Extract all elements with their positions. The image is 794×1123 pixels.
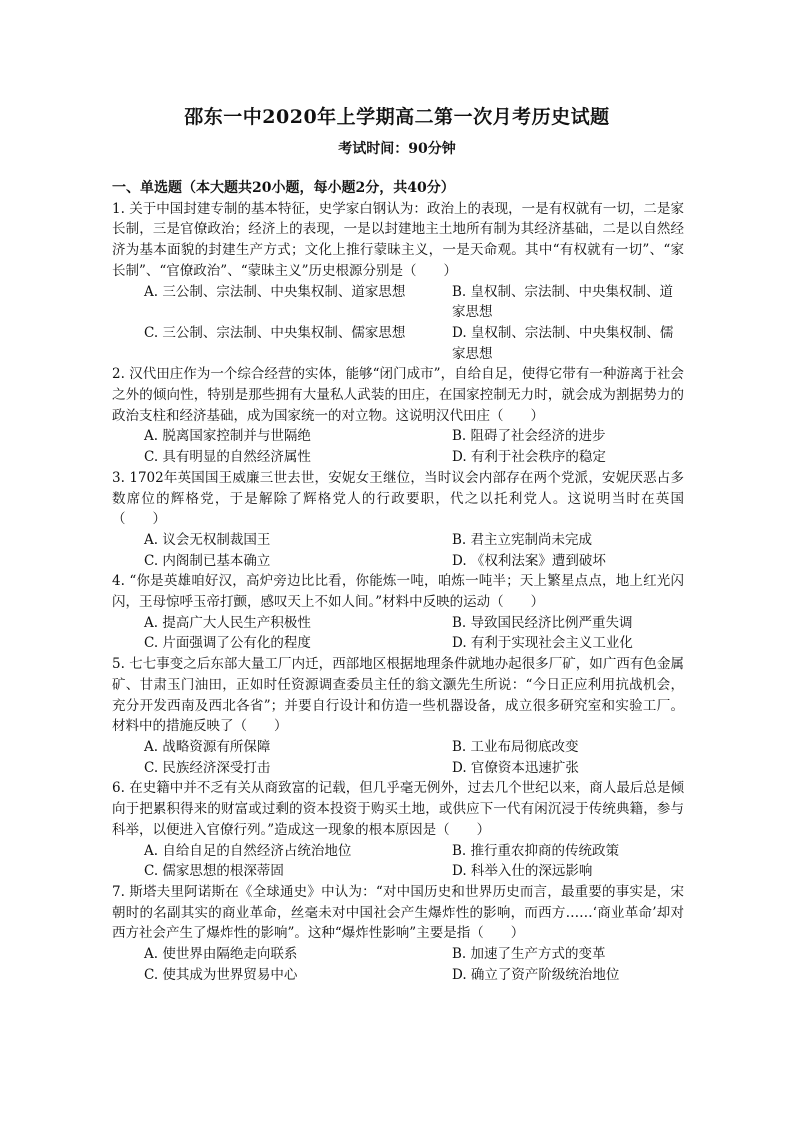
option-a[interactable]: A. 议会无权制裁国王 [144,531,271,548]
option-a[interactable]: A. 提高广大人民生产积极性 [144,614,311,631]
option-a[interactable]: A. 脱离国家控制并与世隔绝 [144,428,311,445]
option-list [112,613,684,654]
question-3 [112,468,684,572]
option-list [112,530,684,571]
option-list [112,282,684,365]
option-a[interactable]: A. 三公制、宗法制、中央集权制、道家思想 [144,283,406,300]
question-4 [112,571,684,654]
option-b[interactable]: B. 工业布局彻底改变 [452,738,579,755]
option-list [112,841,684,882]
option-d[interactable]: D. 官僚资本迅速扩张 [452,759,579,776]
question-stem: 1. 关于中国封建专制的基本特征，史学家白钢认为：政治上的表现，一是有权就有一切，二是家长制，三是官僚政治；经济上的表现，一是以封建地主土地所有制为其经济基础，二是以自然经济为基本面貌的封建生产方式；文化上推行蒙昧主义，一是天命观。其中“有权就有一切”、“家长制”、“官僚政治”、“蒙昧主义”历史根源分别是（ ） [112,200,684,279]
option-list [112,426,684,467]
question-stem: 3. 1702年英国国王威廉三世去世，安妮女王继位，当时议会内部存在两个党派，安妮厌恶占多数席位的辉格党，于是解除了辉格党人的行政要职，代之以托利党人。这说明当时在英国（ ） [112,469,684,528]
option-c[interactable]: C. 三公制、宗法制、中央集权制、儒家思想 [144,324,406,341]
option-b[interactable]: B. 加速了生产方式的变革 [452,946,606,963]
question-1 [112,199,684,365]
question-7 [112,882,684,986]
option-b[interactable]: B. 导致国民经济比例严重失调 [452,614,633,631]
option-c[interactable]: C. 片面强调了公有化的程度 [144,635,311,652]
option-d[interactable]: D. 科举入仕的深远影响 [452,863,593,880]
question-stem: 7. 斯塔夫里阿诺斯在《全球通史》中认为：“对中国历史和世界历史而言，最重要的事实是，宋朝时的名副其实的商业革命，丝毫未对中国社会产生爆炸性的影响，而西方……‘商业革命’却对西方社会产生了爆炸性的影响”。这种“爆炸性影响”主要是指（ ） [112,883,684,942]
option-c[interactable]: C. 儒家思想的根深蒂固 [144,863,284,880]
exam-title: 邵东一中2020年上学期高二第一次月考历史试题 [184,106,610,128]
option-d[interactable]: D. 皇权制、宗法制、中央集权制、儒家思想 [452,324,674,362]
option-c[interactable]: C. 民族经济深受打击 [144,759,271,776]
question-6 [112,778,684,882]
exam-content [112,178,684,985]
question-stem: 2. 汉代田庄作为一个综合经营的实体，能够“闭门成市”，自给自足，使得它带有一种游离于社会之外的倾向性，特别是那些拥有大量私人武装的田庄，在国家控制无力时，就会成为割据势力的政治支柱和经济基础，成为国家统一的对立物。这说明汉代田庄（ ） [112,366,684,424]
section-heading: 一、单选题（本大题共20小题，每小题2分，共40分） [112,180,455,196]
option-a[interactable]: A. 使世界由隔绝走向联系 [144,946,298,963]
option-b[interactable]: B. 推行重农抑商的传统政策 [452,842,620,859]
option-a[interactable]: A. 自给自足的自然经济占统治地位 [144,842,352,859]
question-5 [112,654,684,778]
option-c[interactable]: C. 内阁制已基本确立 [144,552,271,569]
question-2 [112,364,684,468]
option-b[interactable]: B. 阻碍了社会经济的进步 [452,428,606,445]
option-list [112,944,684,985]
question-stem: 6. 在史籍中并不乏有关从商致富的记载，但几乎毫无例外，过去几个世纪以来，商人最后总是倾向于把累积得来的财富或过剩的资本投资于购买土地，或供应下一代有闲沉浸于传统典籍，参与科举，以便进入官僚行列。”造成这一现象的根本原因是（ ） [112,780,684,838]
option-c[interactable]: C. 使其成为世界贸易中心 [144,966,298,983]
option-b[interactable]: B. 皇权制、宗法制、中央集权制、道家思想 [452,283,674,321]
option-d[interactable]: D. 《权利法案》遭到破坏 [452,552,606,569]
question-stem: 4. “你是英雄咱好汉，高炉旁边比比看，你能炼一吨，咱炼一吨半；天上繁星点点，地上红光闪闪，王母惊呼玉帝打颤，感叹天上不如人间。”材料中反映的运动（ ） [112,573,684,611]
option-d[interactable]: D. 有利于社会秩序的稳定 [452,449,606,466]
exam-duration: 考试时间：90分钟 [338,141,456,157]
option-d[interactable]: D. 确立了资产阶级统治地位 [452,966,620,983]
option-b[interactable]: B. 君主立宪制尚未完成 [452,531,593,548]
option-d[interactable]: D. 有利于实现社会主义工业化 [452,635,633,652]
option-c[interactable]: C. 具有明显的自然经济属性 [144,449,311,466]
option-a[interactable]: A. 战略资源有所保障 [144,738,271,755]
option-list [112,737,684,778]
question-stem: 5. 七七事变之后东部大量工厂内迁，西部地区根据地理条件就地办起很多厂矿，如广西有色金属矿、甘肃玉门油田，正如时任资源调查委员主任的翁文灏先生所说：“今日正应利用抗战机会，充分开发西南及西北各省”；并要自行设计和仿造一些机器设备，成立很多研究室和实验工厂。材料中的措施反映了（ ） [112,656,684,735]
